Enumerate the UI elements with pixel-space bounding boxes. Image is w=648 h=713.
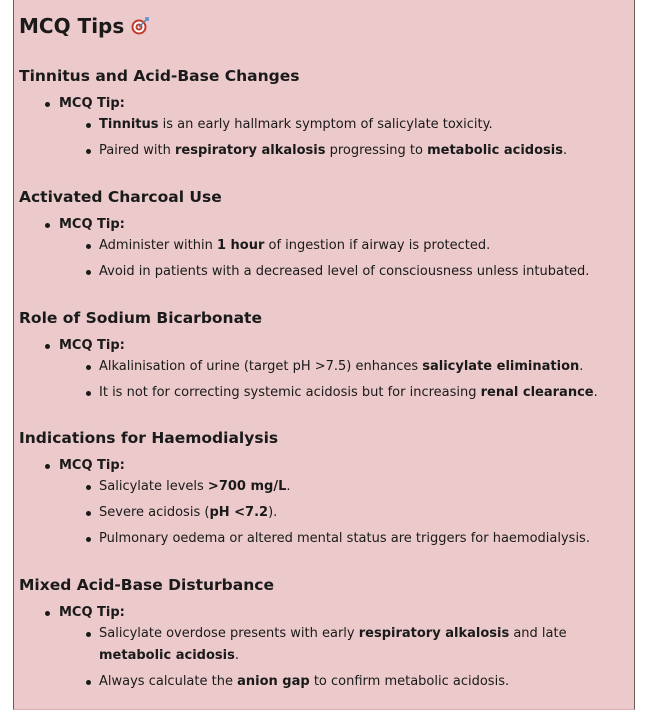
section-heading: Indications for Haemodialysis [19, 429, 279, 447]
emphasis-text: Tinnitus [99, 117, 159, 132]
mcq-tip-label: MCQ Tip: [59, 605, 125, 620]
title-text: MCQ Tips [19, 14, 125, 38]
tip-item [99, 476, 629, 498]
bullet-dot [86, 680, 91, 685]
bullet-dot [45, 344, 50, 349]
tip-item [99, 114, 629, 136]
tip-item [99, 382, 629, 404]
bullet-dot [86, 391, 91, 396]
bullet-dot [86, 149, 91, 154]
bullet-dot [86, 537, 91, 542]
bullet-dot [45, 102, 50, 107]
emphasis-text: >700 mg/L [207, 479, 287, 494]
emphasis-text: respiratory alkalosis [175, 143, 326, 158]
tip-text: It is not for correcting systemic acidosis but for increasing [99, 385, 481, 400]
tip-text: . [234, 648, 239, 663]
tip-text: Always calculate the [99, 674, 238, 689]
bullet-dot [45, 223, 50, 228]
tip-text: Salicylate levels [99, 479, 208, 494]
tip-text: Pulmonary oedema or altered mental status are triggers for haemodialysis. [99, 531, 590, 546]
emphasis-text: salicylate elimination [422, 359, 580, 374]
tip-text: Administer within [99, 238, 217, 253]
tip-text: and late [509, 626, 567, 641]
bullet-dot [86, 485, 91, 490]
tip-item [99, 623, 629, 667]
tip-text: Paired with [99, 143, 175, 158]
tip-text: progressing to [325, 143, 428, 158]
tip-text: to confirm metabolic acidosis. [309, 674, 510, 689]
mcq-tips-panel [13, 0, 635, 710]
tip-item [99, 671, 629, 693]
tip-text: of ingestion if airway is protected. [264, 238, 491, 253]
tip-text: Salicylate overdose presents with early [99, 626, 359, 641]
section-heading: Mixed Acid-Base Disturbance [19, 576, 274, 594]
mcq-tip-label: MCQ Tip: [59, 217, 125, 232]
bullet-dot [45, 464, 50, 469]
dart-target-icon [130, 16, 150, 36]
emphasis-text: pH <7.2 [209, 505, 269, 520]
tip-text: Alkalinisation of urine (target pH >7.5) enhances [99, 359, 423, 374]
emphasis-text: respiratory alkalosis [358, 626, 510, 641]
bullet-dot [86, 632, 91, 637]
bullet-dot [86, 123, 91, 128]
section-heading: Role of Sodium Bicarbonate [19, 309, 262, 327]
section-heading: Tinnitus and Acid-Base Changes [19, 67, 300, 85]
mcq-tip-label: MCQ Tip: [59, 338, 125, 353]
tip-text: . [286, 479, 291, 494]
bullet-dot [86, 270, 91, 275]
tip-item [99, 140, 629, 162]
tip-text: . [579, 359, 584, 374]
tip-text: is an early hallmark symptom of salicylate toxicity. [158, 117, 493, 132]
tip-text: . [593, 385, 598, 400]
section-heading: Activated Charcoal Use [19, 188, 222, 206]
bullet-dot [86, 244, 91, 249]
emphasis-text: metabolic acidosis [99, 648, 235, 663]
tip-item [99, 235, 629, 257]
tip-item [99, 261, 629, 283]
mcq-tip-label: MCQ Tip: [59, 458, 125, 473]
mcq-tip-label: MCQ Tip: [59, 96, 125, 111]
tip-text: Avoid in patients with a decreased level of consciousness unless intubated. [99, 264, 590, 279]
tip-text: ). [268, 505, 278, 520]
emphasis-text: 1 hour [216, 238, 265, 253]
emphasis-text: metabolic acidosis [427, 143, 563, 158]
tip-item [99, 356, 629, 378]
emphasis-text: renal clearance [480, 385, 594, 400]
emphasis-text: anion gap [237, 674, 310, 689]
bullet-dot [86, 365, 91, 370]
tip-text: Severe acidosis ( [99, 505, 210, 520]
bullet-dot [45, 611, 50, 616]
bullet-dot [86, 511, 91, 516]
tip-text: . [562, 143, 568, 158]
page-title [19, 14, 150, 38]
tip-item [99, 528, 629, 550]
tip-item [99, 502, 629, 524]
